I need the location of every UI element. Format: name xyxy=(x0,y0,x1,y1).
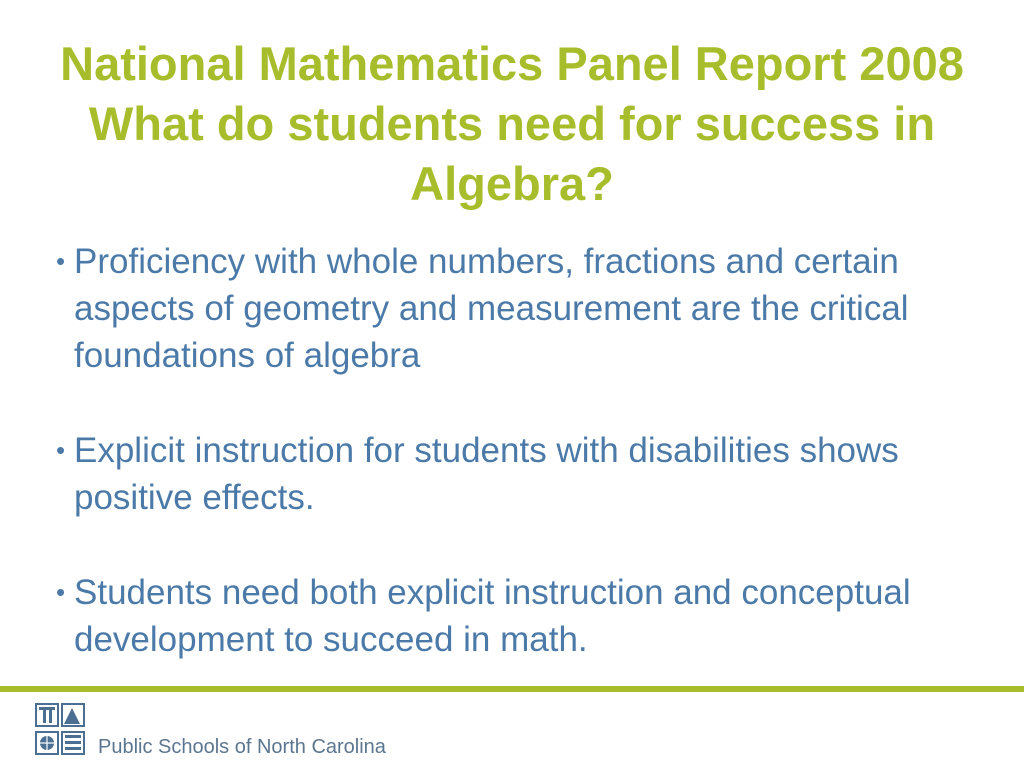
bullet-text: Explicit instruction for students with disabilities shows positive effects. xyxy=(74,431,899,517)
bullet-text: Students need both explicit instruction and conceptual development to succeed in math. xyxy=(74,573,911,659)
bullet-marker: • xyxy=(56,435,66,465)
footer xyxy=(34,700,386,760)
nc-schools-logo-icon xyxy=(34,702,88,758)
bullet-item xyxy=(56,569,956,663)
bullet-item xyxy=(56,427,956,521)
footer-divider xyxy=(0,686,1024,692)
bullet-item xyxy=(56,238,956,379)
bullet-text: Proficiency with whole numbers, fractions and certain aspects of geometry and measurement are the critical foundations of algebra xyxy=(74,242,909,375)
bullet-list xyxy=(56,238,956,711)
slide-title: National Mathematics Panel Report 2008 What do students need for success in Algebra? xyxy=(60,37,964,210)
bullet-marker: • xyxy=(56,246,66,276)
footer-org-name: Public Schools of North Carolina xyxy=(98,735,386,758)
bullet-marker: • xyxy=(56,577,66,607)
